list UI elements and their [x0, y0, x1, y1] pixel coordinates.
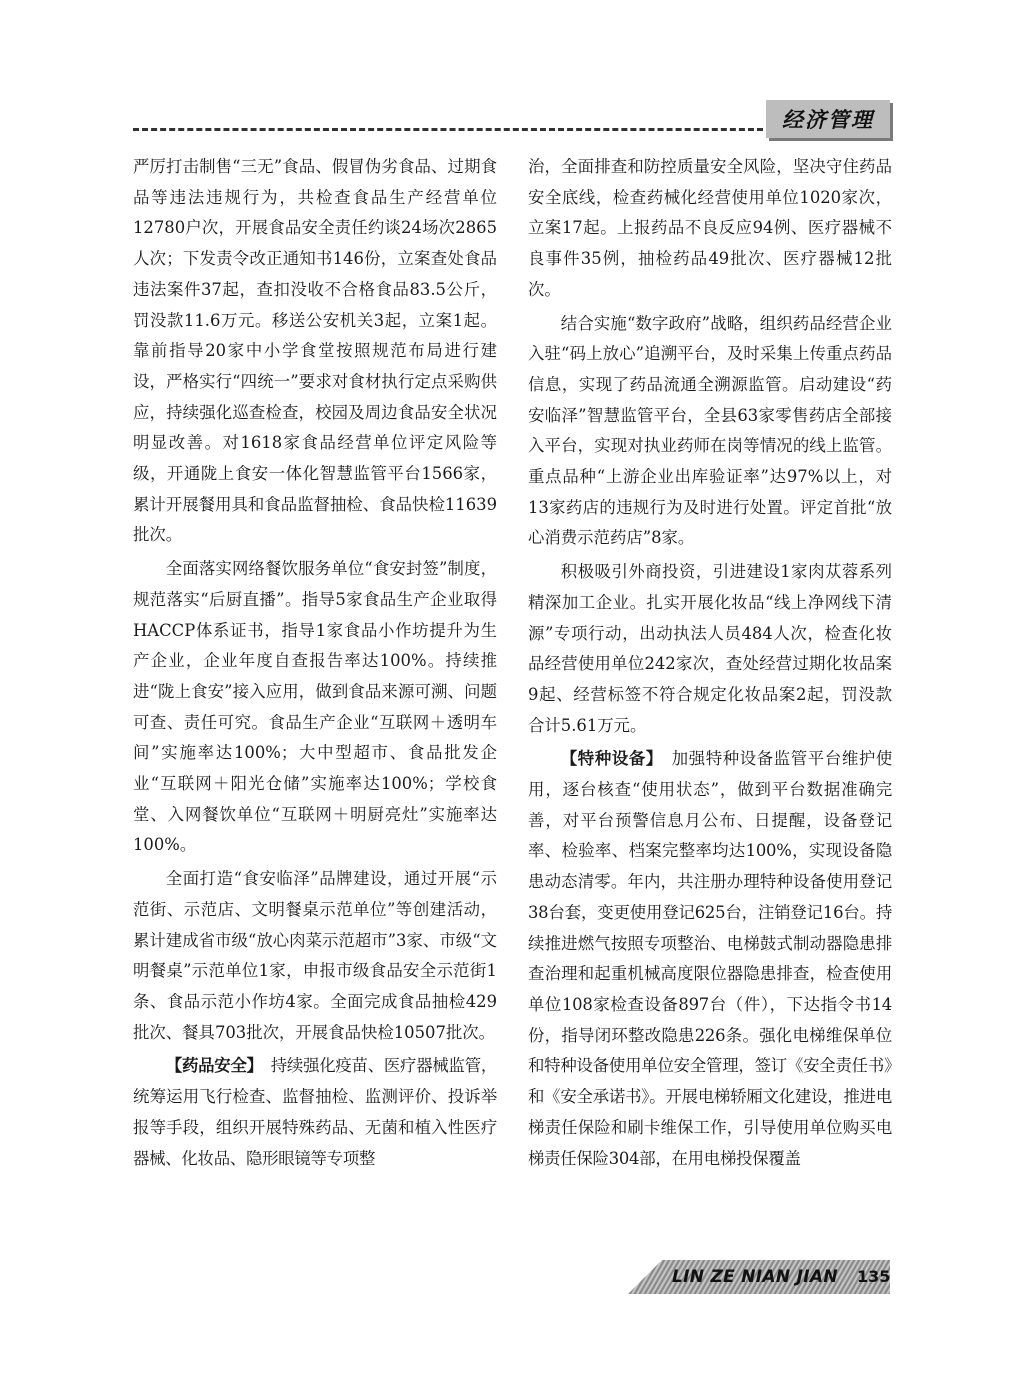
journal-name: LIN ZE NIAN JIAN — [672, 1267, 838, 1287]
paragraph: 积极吸引外商投资，引进建设1家肉苁蓉系列精深加工企业。扎实开展化妆品“线上净网线下清源”专项行动，出动执法人员484人次，检查化妆品经营使用单位242家次，查处经营过期化妆品案9起、经营标签不符合规定化妆品案2起，罚没款合计5.61万元。 — [528, 562, 892, 735]
paragraph: 严厉打击制售“三无”食品、假冒伪劣食品、过期食品等违法违规行为，共检查食品生产经营单位12780户次，开展食品安全责任约谈24场次2865人次；下发责令改正通知书146份，立案查处食品违法案件37起，查扣没收不合格食品83.5公斤，罚没款11.6万元。移送公安机关3起，立案1起。靠前指导20家中小学食堂按照规范布局进行建设，严格实行“四统一”要求对食材执行定点采购供应，持续强化巡查检查，校园及周边食品安全状况明显改善。对1618家食品经营单位评定风险等级，开通陇上食安一体化智慧监管平台1566家，累计开展餐用具和食品监督抽检、食品快检11639批次。 — [133, 157, 497, 545]
section-heading-special-equipment: 【特种设备】 — [560, 749, 655, 769]
page-number: 135 — [857, 1267, 891, 1286]
paragraph-body: 持续强化疫苗、医疗器械监管，统筹运用飞行检查、监督抽检、监测评价、投诉举报等手段，组织开展特殊药品、无菌和植入性医疗器械、化妆品、隐形眼镜等专项整 — [133, 1056, 497, 1168]
section-heading-drug-safety: 【药品安全】 — [165, 1056, 255, 1076]
paragraph-special-equipment — [528, 744, 892, 1174]
paragraph: 治，全面排查和防控质量安全风险，坚决守住药品安全底线，检查药械化经营使用单位1020家次，立案17起。上报药品不良反应94例、医疗器械不良事件35例，抽检药品49批次、医疗器械12批次。 — [528, 157, 892, 299]
paragraph: 全面打造“食安临泽”品牌建设，通过开展“示范街、示范店、文明餐桌示范单位”等创建活动，累计建成省市级“放心肉菜示范超市”3家、市级“文明餐桌”示范单位1家，申报市级食品安全示范街1条、食品示范小作坊4家。全面完成食品抽检429批次、餐具703批次，开展食品快检10507批次。 — [133, 869, 497, 1042]
right-column — [528, 152, 892, 1174]
section-title-badge: 经济管理 — [766, 100, 890, 138]
paragraph: 结合实施“数字政府”战略，组织药品经营企业入驻“码上放心”追溯平台，及时采集上传重点药品信息，实现了药品流通全溯源监管。启动建设“药安临泽”智慧监管平台，全县63家零售药店全部接入平台，实现对执业药师在岗等情况的线上监管。重点品种“上游企业出库验证率”达97%以上，对13家药店的违规行为及时进行处置。评定首批“放心消费示范药店”8家。 — [528, 313, 892, 548]
paragraph: 全面落实网络餐饮服务单位“食安封签”制度，规范落实“后厨直播”。指导5家食品生产企业取得HACCP体系证书，指导1家食品小作坊提升为生产企业，企业年度自查报告率达100%。持续推进“陇上食安”接入应用，做到食品来源可溯、问题可查、责任可究。食品生产企业“互联网＋透明车间”实施率达100%；大中型超市、食品批发企业“互联网＋阳光仓储”实施率达100%；学校食堂、入网餐饮单位“互联网＋明厨亮灶”实施率达100%。 — [133, 559, 497, 855]
paragraph-drug-safety — [133, 1051, 497, 1174]
paragraph-body: 加强特种设备监管平台维护使用，逐台核查“使用状态”，做到平台数据准确完善，对平台预警信息月公布、日提醒，设备登记率、检验率、档案完整率均达100%，实现设备隐患动态清零。年内，共注册办理特种设备使用登记38台套，变更使用登记625台，注销登记16台。持续推进燃气按照专项整治、电梯鼓式制动器隐患排查治理和起重机械高度限位器隐患排查，检查使用单位108家检查设备897台（件），下达指令书14份，指导闭环整改隐患226条。强化电梯维保单位和特种设备使用单位安全管理，签订《安全责任书》和《安全承诺书》。开展电梯轿厢文化建设，推进电梯责任保险和刷卡维保工作，引导使用单位购买电梯责任保险304部，在用电梯投保覆盖 — [528, 749, 892, 1168]
header-dashed-rule — [133, 128, 763, 131]
left-column — [133, 152, 497, 1174]
